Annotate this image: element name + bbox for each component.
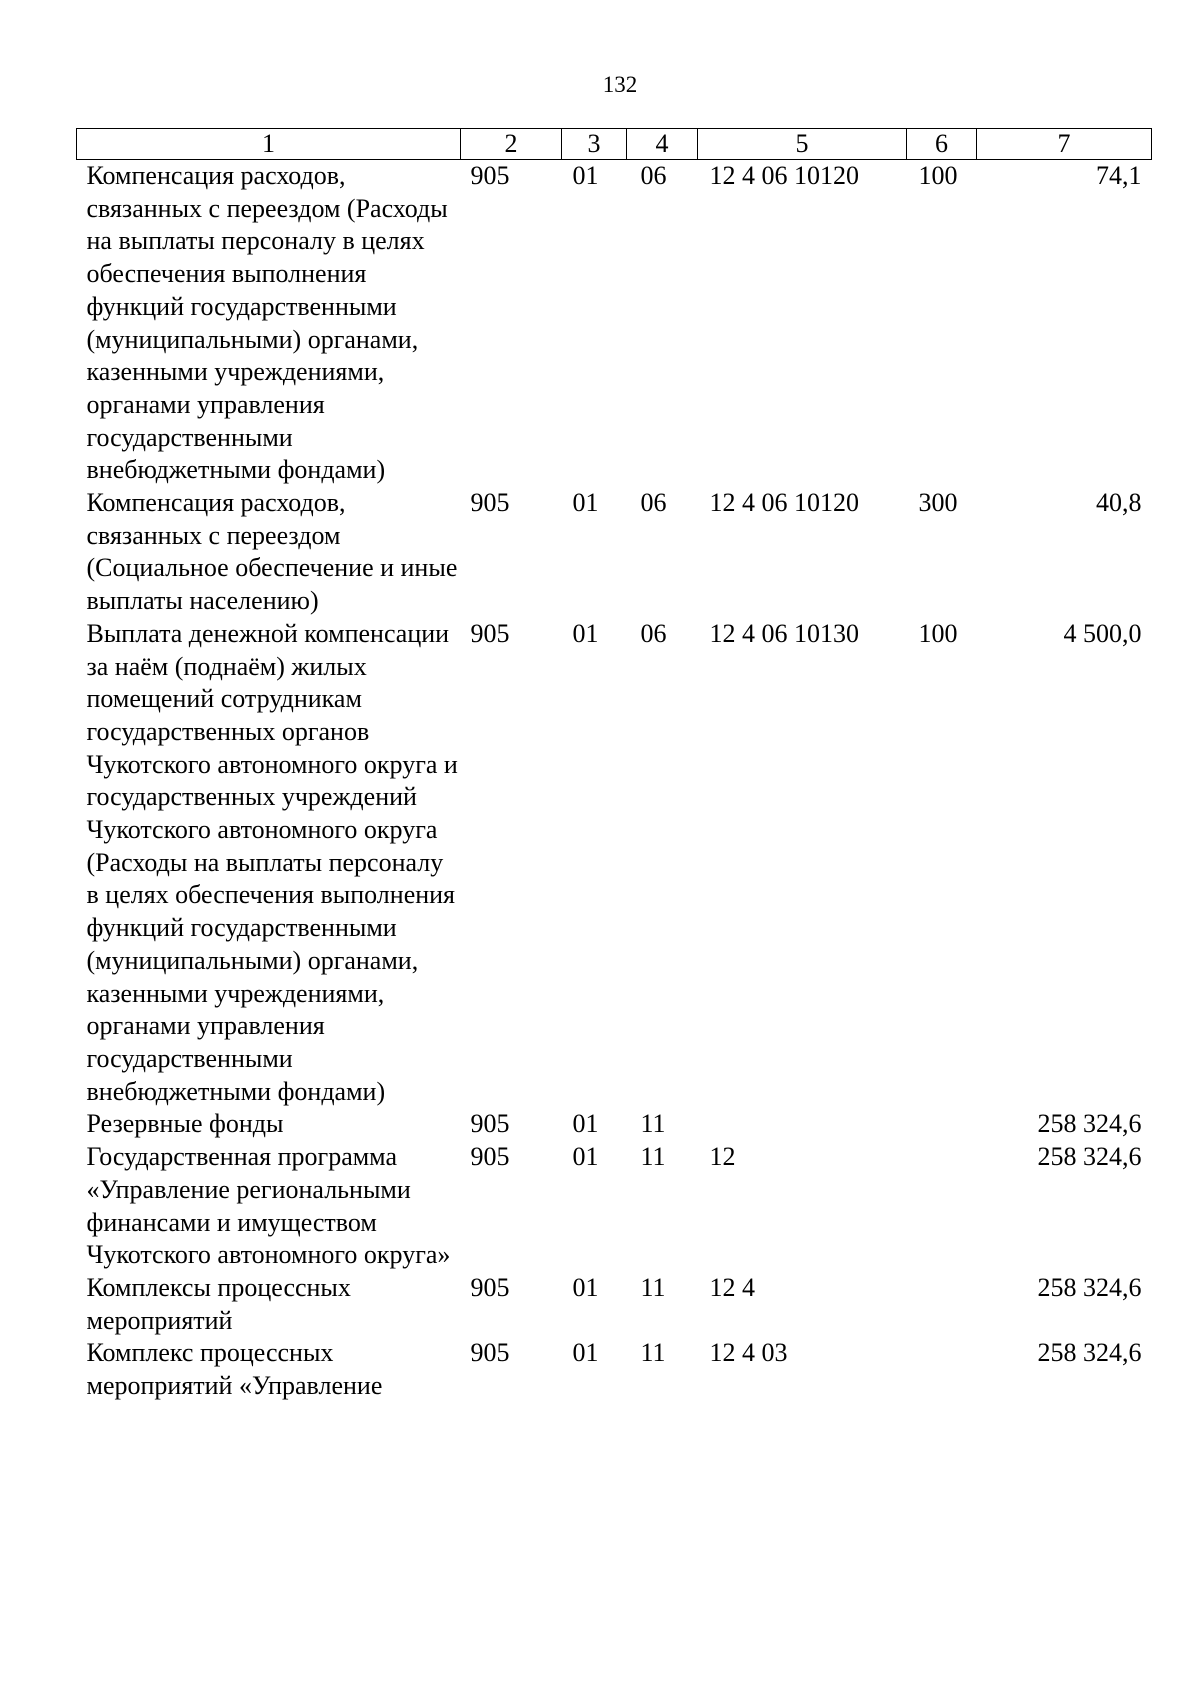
table-header-row [77, 129, 1152, 160]
target-article-code: 12 4 03 [709, 1338, 788, 1368]
expense-name: Государственная программа «Управление региональными финансами и имуществом Чукотского автономного округа» [86, 1142, 451, 1270]
subsection-code: 06 [640, 488, 667, 518]
subsection-code: 06 [640, 618, 667, 648]
column-header-6: 6 [907, 129, 977, 160]
column-header-4: 4 [627, 129, 698, 160]
section-code: 01 [572, 1272, 599, 1302]
subsection-code: 11 [640, 1272, 666, 1302]
expense-type-code: 100 [918, 618, 958, 648]
budget-table [76, 128, 1152, 1403]
target-article-code [698, 1108, 907, 1141]
amount: 258 324,6 [1037, 1338, 1142, 1368]
table-row [77, 160, 1152, 488]
column-header-3: 3 [562, 129, 627, 160]
section-code: 01 [572, 618, 599, 648]
subsection-code: 11 [640, 1338, 666, 1368]
amount: 258 324,6 [1037, 1109, 1142, 1139]
expense-type-code: 300 [918, 488, 958, 518]
expense-name: Комплекс процессных мероприятий «Управление [86, 1338, 383, 1401]
section-code: 01 [572, 1338, 599, 1368]
subsection-code: 11 [640, 1142, 666, 1172]
page-number: 132 [602, 72, 638, 97]
expense-type-code [907, 1337, 977, 1402]
table-row [77, 1108, 1152, 1141]
table-row [77, 1337, 1152, 1402]
admin-code: 905 [470, 1272, 510, 1302]
target-article-code: 12 4 [709, 1272, 755, 1302]
expense-type-code [907, 1108, 977, 1141]
admin-code: 905 [470, 1338, 510, 1368]
expense-type-code: 100 [918, 161, 958, 190]
target-article-code: 12 4 06 10120 [709, 488, 859, 518]
section-code: 01 [572, 161, 599, 190]
column-header-2: 2 [461, 129, 562, 160]
target-article-code: 12 4 06 10120 [709, 161, 859, 190]
expense-name: Комплексы процессных мероприятий [86, 1272, 351, 1335]
column-header-7: 7 [977, 129, 1152, 160]
section-code: 01 [572, 1109, 599, 1139]
subsection-code: 06 [640, 161, 667, 190]
column-header-1: 1 [77, 129, 461, 160]
expense-name: Компенсация расходов, связанных с переездом (Социальное обеспечение и иные выплаты населению) [86, 488, 458, 616]
target-article-code: 12 [709, 1142, 736, 1172]
expense-type-code [907, 1141, 977, 1272]
expense-name: Компенсация расходов, связанных с переездом (Расходы на выплаты персоналу в целях обеспечения выполнения функций государственными (муниципальными) органами, казенными учреждениями, органами управления государственными внебюджетными фондами) [86, 161, 448, 485]
amount: 258 324,6 [1037, 1142, 1142, 1172]
expense-type-code [907, 1272, 977, 1337]
table-row [77, 1272, 1152, 1337]
table-row [77, 618, 1152, 1109]
expense-name: Выплата денежной компенсации за наём (поднаём) жилых помещений сотрудникам государственных органов Чукотского автономного округа и государственных учреждений Чукотского автономного округа (Расходы на выплаты персоналу в целях обеспечения выполнения функций государственными (муниципальными) органами, казенными учреждениями, органами управления государственными внебюджетными фондами) [86, 618, 458, 1106]
column-header-5: 5 [698, 129, 907, 160]
admin-code: 905 [470, 161, 510, 190]
amount: 40,8 [1096, 488, 1142, 518]
table-row [77, 487, 1152, 618]
admin-code: 905 [470, 1142, 510, 1172]
expense-name: Резервные фонды [86, 1109, 284, 1139]
amount: 4 500,0 [1063, 618, 1142, 648]
admin-code: 905 [470, 618, 510, 648]
subsection-code: 11 [640, 1109, 666, 1139]
amount: 258 324,6 [1037, 1272, 1142, 1302]
amount: 74,1 [1096, 161, 1142, 190]
admin-code: 905 [470, 488, 510, 518]
admin-code: 905 [470, 1109, 510, 1139]
table-row [77, 1141, 1152, 1272]
target-article-code: 12 4 06 10130 [709, 618, 859, 648]
section-code: 01 [572, 488, 599, 518]
section-code: 01 [572, 1142, 599, 1172]
